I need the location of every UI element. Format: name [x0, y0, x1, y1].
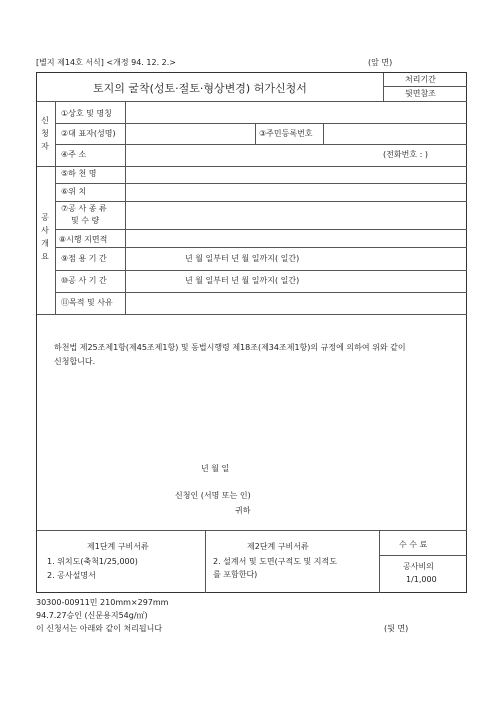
- applicant-signature: 신청인 (서명 또는 인): [175, 491, 251, 500]
- construction-period-label: ⑩공 사 기 간: [61, 276, 107, 285]
- occupancy-period-label: ⑨점 용 기 간: [61, 254, 107, 263]
- statement-line-1: 하천법 제25조제1항(제45조제1항) 및 동법시행령 제18조(제34조제1항)의 규정에 의하여 위와 같이: [54, 343, 406, 352]
- stage1-item-1: 1. 위치도(축척1/25,000): [47, 557, 138, 566]
- stage2-title: 제2단계 구비서류: [247, 542, 309, 551]
- recipient-label: 귀하: [235, 506, 251, 515]
- paper-spec: 30300-00911민 210mm×297mm: [36, 598, 169, 607]
- resident-number-label: ③주민등록번호: [259, 129, 313, 138]
- page-side-label: (앞 면): [368, 58, 393, 67]
- construction-group-label: 공사개요: [41, 213, 49, 261]
- address-label: ④주 소: [61, 150, 87, 159]
- back-side-label: (뒷 면): [384, 624, 409, 633]
- location-label: ⑥위 치: [61, 187, 87, 196]
- construction-period-value: 년 월 일부터 년 월 일까지( 일간): [185, 276, 300, 285]
- stage2-item-1b: 를 포함한다): [213, 570, 258, 579]
- river-name-label: ⑤하 천 명: [61, 169, 97, 178]
- construction-quantity-label: 및 수 량: [71, 216, 100, 225]
- statement-line-2: 신청합니다.: [54, 357, 96, 366]
- occupancy-period-value: 년 월 일부터 년 월 일까지( 일간): [185, 254, 300, 263]
- fee-value-1: 공사비의: [403, 562, 434, 571]
- phone-label: (전화번호 : ): [383, 150, 428, 159]
- fee-value-2: 1/1,000: [406, 575, 437, 584]
- processing-period-value: 뒷면참조: [405, 89, 436, 98]
- purpose-label: ⑪목적 및 사유: [61, 298, 113, 307]
- application-date: 년 월 일: [201, 464, 230, 473]
- representative-label: ②대 표자(성명): [61, 129, 116, 138]
- processing-note: 이 신청서는 아래와 같이 처리됩니다: [36, 624, 163, 633]
- stage1-title: 제1단계 구비서류: [87, 542, 149, 551]
- fee-label: 수 수 료: [399, 540, 428, 549]
- applicant-group-label: 신청자: [41, 116, 49, 151]
- area-label: ⑧시행 지면적: [59, 235, 108, 244]
- application-form: [36, 72, 467, 593]
- stage1-item-2: 2. 공사설명서: [47, 571, 96, 580]
- company-name-label: ①상호 및 명칭: [61, 109, 112, 118]
- form-number: [별지 제14호 서식] <개정 94. 12. 2.>: [36, 58, 176, 67]
- construction-type-label: ⑦공 사 종 류: [61, 204, 107, 213]
- stage2-item-1a: 2. 설계서 및 도면(구적도 및 지적도: [213, 557, 337, 566]
- approval-note: 94.7.27승인 (신문용지54g/㎡): [36, 611, 148, 620]
- form-title: 토지의 굴착(성토·절토·형상변경) 허가신청서: [93, 82, 307, 95]
- processing-period-label: 처리기간: [405, 75, 436, 84]
